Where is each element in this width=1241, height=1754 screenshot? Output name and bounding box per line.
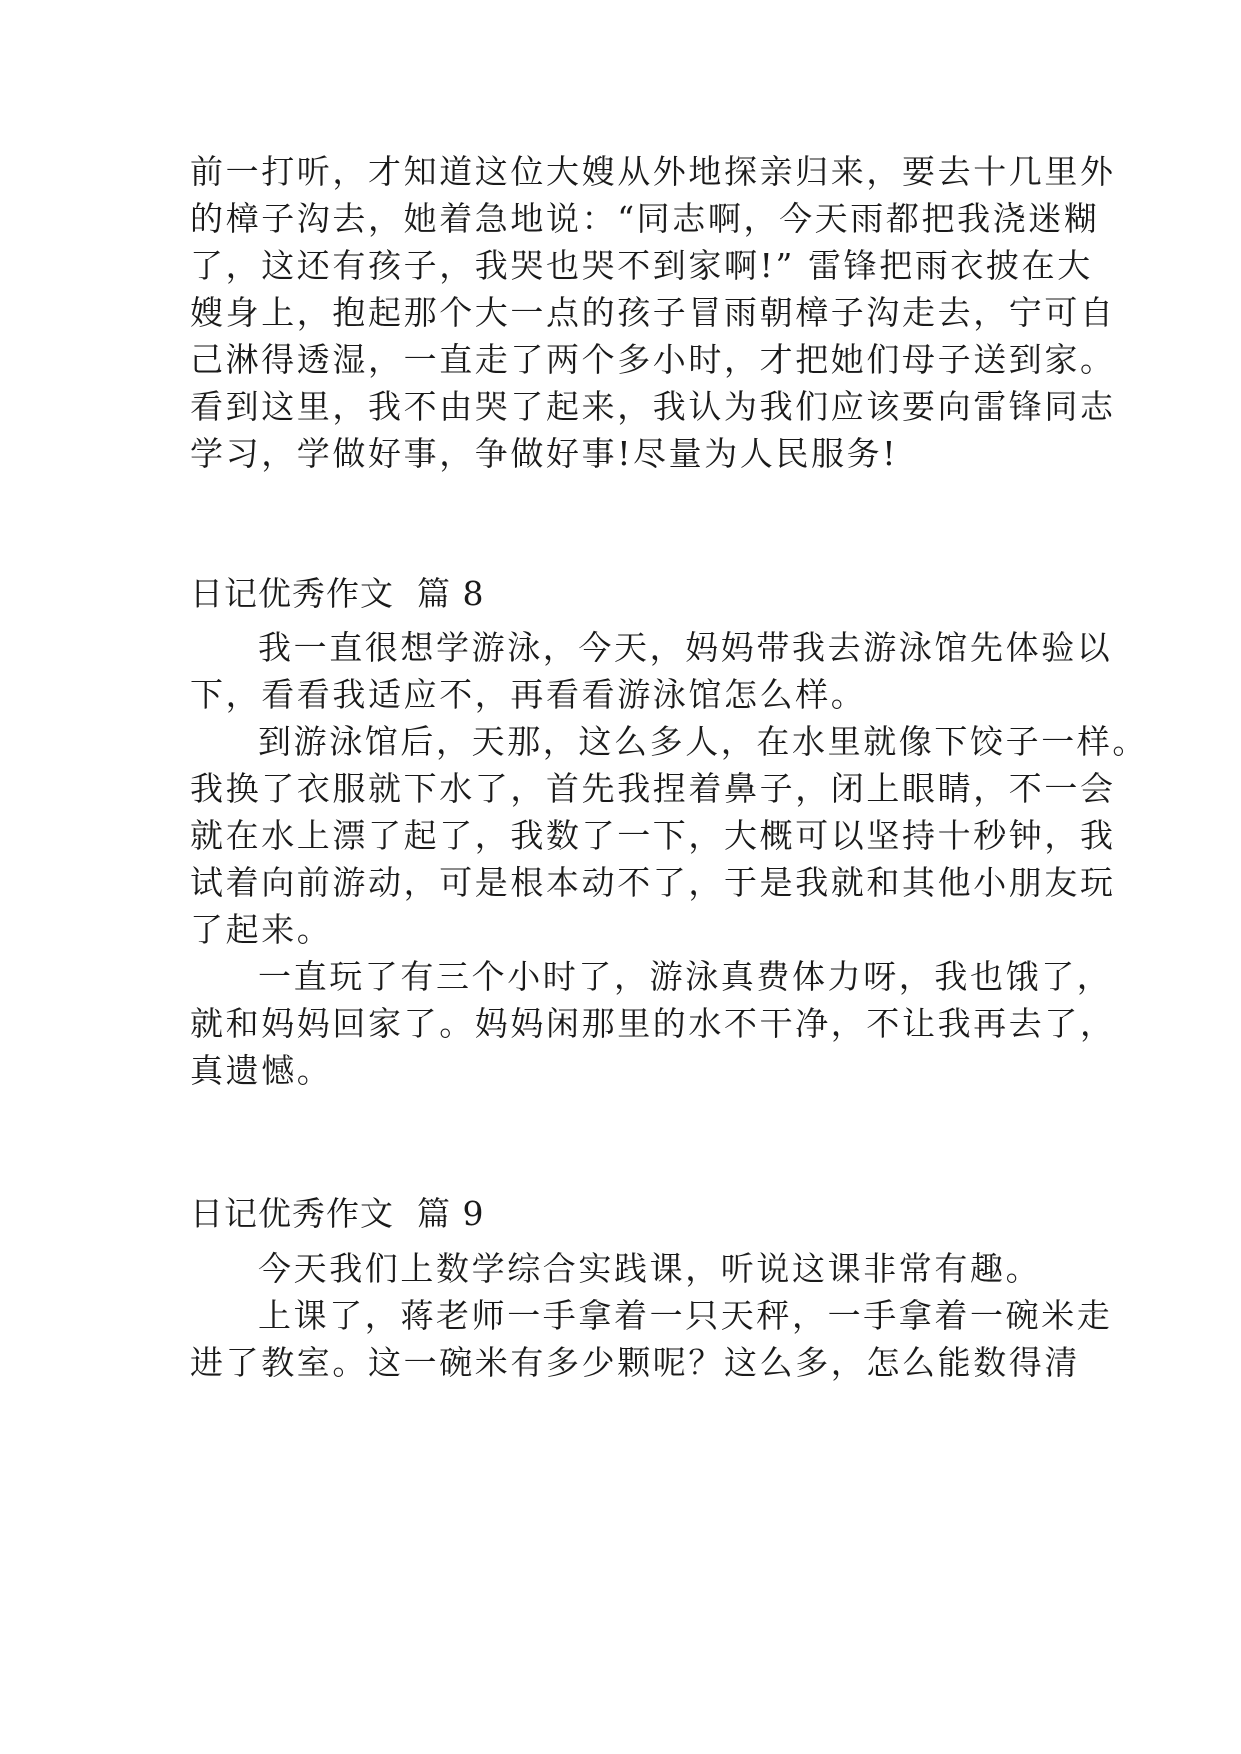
paragraph-line: 上课了，蒋老师一手拿着一只天秤，一手拿着一碗米走 (258, 1296, 1113, 1335)
paragraph-line: 己淋得透湿，一直走了两个多小时，才把她们母子送到家。 (190, 340, 1116, 379)
section-heading: 日记优秀作文 篇 9 (190, 1194, 485, 1233)
paragraph-line: 学习，学做好事，争做好事!尽量为人民服务! (190, 434, 899, 473)
paragraph-line: 一直玩了有三个小时了，游泳真费体力呀，我也饿了， (258, 957, 1113, 996)
paragraph-line: 进了教室。这一碗米有多少颗呢？这么多，怎么能数得清 (190, 1343, 1080, 1382)
paragraph-line: 就在水上漂了起了，我数了一下，大概可以坚持十秒钟，我 (190, 816, 1116, 855)
paragraph-line: 试着向前游动，可是根本动不了，于是我就和其他小朋友玩 (190, 863, 1116, 902)
paragraph-line: 今天我们上数学综合实践课，听说这课非常有趣。 (258, 1249, 1042, 1288)
paragraph-line: 我换了衣服就下水了，首先我捏着鼻子，闭上眼睛，不一会 (190, 769, 1116, 808)
paragraph-line: 我一直很想学游泳，今天，妈妈带我去游泳馆先体验以 (258, 628, 1113, 667)
paragraph-line: 到游泳馆后，天那，这么多人，在水里就像下饺子一样。 (258, 722, 1148, 761)
paragraph-line: 看到这里，我不由哭了起来，我认为我们应该要向雷锋同志 (190, 387, 1116, 426)
paragraph-line: 就和妈妈回家了。妈妈闲那里的水不干净，不让我再去了， (190, 1004, 1116, 1043)
paragraph-line: 下，看看我适应不，再看看游泳馆怎么样。 (190, 675, 867, 714)
paragraph-line: 了，这还有孩子，我哭也哭不到家啊!” 雷锋把雨衣披在大 (190, 246, 1093, 285)
paragraph-line: 真遗憾。 (190, 1051, 333, 1090)
section-heading: 日记优秀作文 篇 8 (190, 574, 485, 613)
paragraph-line: 了起来。 (190, 910, 333, 949)
paragraph-line: 嫂身上，抱起那个大一点的孩子冒雨朝樟子沟走去，宁可自 (190, 293, 1116, 332)
paragraph-line: 的樟子沟去，她着急地说：“同志啊，今天雨都把我浇迷糊 (190, 199, 1100, 238)
paragraph-line: 前一打听，才知道这位大嫂从外地探亲归来，要去十几里外 (190, 152, 1116, 191)
